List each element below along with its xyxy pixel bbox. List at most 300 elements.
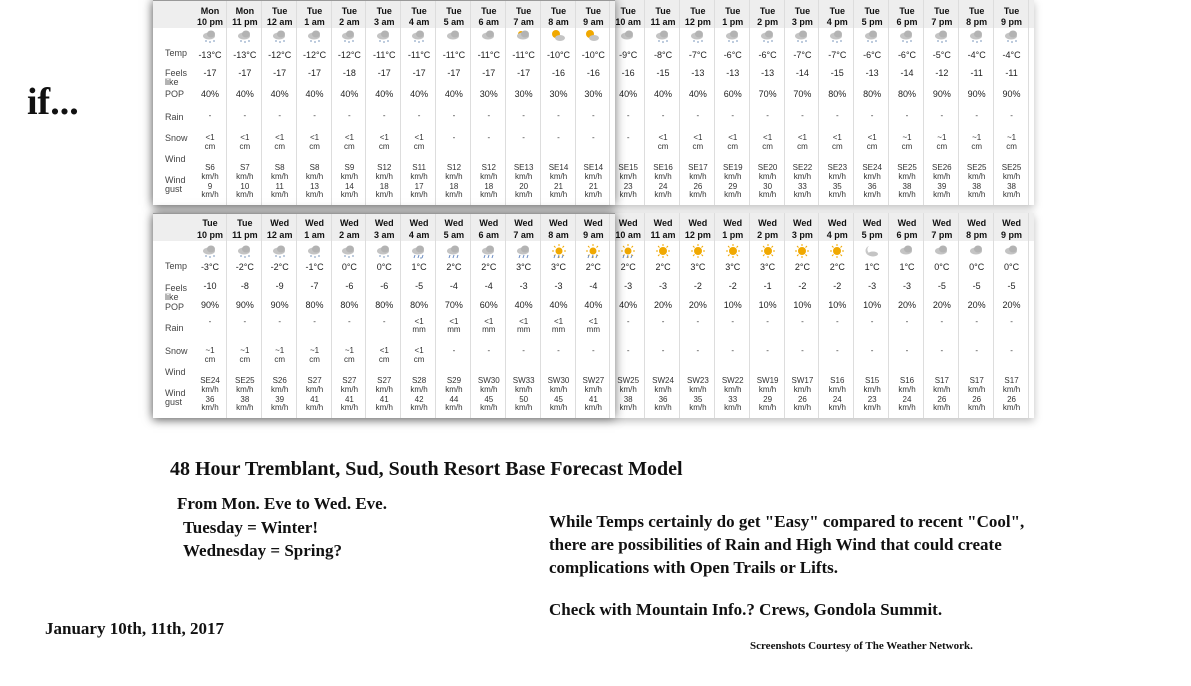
- rain-value: -: [592, 111, 595, 120]
- wind-unit: km/h: [480, 172, 498, 181]
- day-label: Wed: [793, 218, 812, 228]
- wind-value: SE24: [200, 376, 220, 385]
- snow-unit: cm: [762, 142, 773, 151]
- gust-value: 42: [414, 395, 424, 404]
- temp-value: -13°C: [198, 50, 222, 60]
- row-label-feels: Feels: [165, 283, 188, 293]
- wind-value: SE24: [862, 163, 882, 172]
- wind-unit: km/h: [689, 172, 707, 181]
- temp-value: -4°C: [1002, 50, 1021, 60]
- rain-value: -: [731, 317, 735, 326]
- snow-value: <1: [414, 133, 424, 142]
- gust-value: 23: [867, 395, 877, 404]
- pop-value: 30%: [549, 89, 568, 99]
- wind-unit: km/h: [271, 172, 289, 181]
- pop-value: 80%: [305, 300, 324, 310]
- screenshot-frame: [153, 213, 615, 418]
- row-label-rain: Rain: [165, 323, 184, 333]
- feels-like-value: -14: [900, 68, 914, 78]
- rain-value: -: [313, 111, 316, 120]
- day-label: Wed: [339, 218, 359, 228]
- hour-label: 9 am: [583, 230, 604, 240]
- hour-label: 10 pm: [196, 17, 223, 27]
- hour-label: 8 am: [548, 17, 569, 27]
- day-label: Wed: [549, 218, 568, 228]
- day-label: Tue: [272, 6, 288, 16]
- wind-value: S17: [1004, 376, 1019, 385]
- pop-value: 90%: [270, 300, 289, 310]
- rain-value: <1: [414, 317, 424, 326]
- hour-label: 3 pm: [791, 230, 813, 240]
- feels-like-value: -1: [763, 281, 772, 291]
- row-label-feels: Feels: [165, 68, 188, 78]
- day-label: Tue: [515, 6, 532, 16]
- wind-value: SE22: [792, 163, 813, 172]
- wind-value: SE20: [757, 163, 778, 172]
- pop-value: 80%: [828, 89, 847, 99]
- wind-unit: km/h: [793, 385, 812, 394]
- hour-column: [960, 0, 994, 205]
- day-label: Tue: [899, 6, 915, 16]
- gust-unit: km/h: [410, 403, 428, 412]
- sun-shower-icon: [611, 243, 645, 255]
- gust-value: 30: [763, 182, 773, 191]
- rain-value: <1: [449, 317, 459, 326]
- day-label: Tue: [759, 6, 776, 16]
- rain-value: -: [382, 317, 386, 326]
- wind-unit: km/h: [305, 385, 324, 394]
- cloudy-snow-icon: [960, 28, 994, 40]
- night-cloud-icon: [855, 243, 889, 255]
- wind-value: S15: [865, 376, 880, 385]
- temp-value: -2°C: [270, 262, 289, 272]
- wind-unit: km/h: [828, 172, 846, 181]
- gust-unit: km/h: [201, 190, 219, 199]
- wind-value: SE23: [827, 163, 848, 172]
- temp-value: -7°C: [793, 50, 812, 60]
- day-label: Tue: [725, 6, 741, 16]
- day-label: Wed: [305, 218, 324, 228]
- gust-value: 26: [937, 395, 947, 404]
- forecast-title: 48 Hour Tremblant, Sud, South Resort Base Forecast Model: [170, 458, 683, 480]
- wind-unit: km/h: [968, 172, 986, 181]
- rain-value: -: [522, 111, 525, 120]
- pop-value: 40%: [305, 89, 324, 99]
- hour-column: [925, 0, 959, 205]
- gust-unit: km/h: [619, 403, 637, 412]
- wind-unit: km/h: [480, 385, 498, 394]
- day-label: Tue: [202, 218, 218, 228]
- temp-value: -7°C: [828, 50, 847, 60]
- row-label-temp: Temp: [165, 48, 188, 58]
- snow-value: <1: [658, 133, 668, 142]
- temp-value: 0°C: [1003, 262, 1020, 272]
- wind-value: SE14: [583, 163, 604, 172]
- snow-value: -: [592, 346, 595, 355]
- row-label-rain: Rain: [165, 112, 184, 122]
- wind-unit: km/h: [236, 385, 254, 394]
- gust-unit: km/h: [1002, 190, 1021, 199]
- day-label: Wed: [932, 218, 952, 228]
- gust-value: 17: [414, 182, 424, 191]
- temp-value: 1°C: [899, 262, 915, 272]
- snow-value: -: [592, 133, 595, 142]
- cloudy-snow-icon: [820, 28, 854, 40]
- gust-unit: km/h: [514, 403, 533, 412]
- feels-like-value: -3: [624, 281, 633, 291]
- pop-value: 40%: [375, 89, 394, 99]
- forecast-panel-day2: [153, 213, 1034, 418]
- wind-unit: km/h: [549, 385, 568, 394]
- wind-value: SW22: [721, 376, 744, 385]
- gust-unit: km/h: [863, 403, 881, 412]
- wind-unit: km/h: [584, 385, 603, 394]
- temp-value: -11°C: [373, 50, 396, 60]
- feels-like-value: -17: [308, 68, 322, 78]
- day-label: Wed: [444, 218, 464, 228]
- gust-unit: km/h: [236, 190, 254, 199]
- pop-value: 80%: [897, 89, 916, 99]
- gust-unit: km/h: [305, 190, 324, 199]
- rain-value: -: [243, 111, 247, 120]
- hour-label: 3 pm: [791, 17, 813, 27]
- wind-unit: km/h: [654, 172, 672, 181]
- hour-label: 5 am: [443, 17, 465, 27]
- hour-column: [611, 213, 645, 418]
- feels-like-value: -17: [203, 68, 217, 78]
- snow-value: ~1: [344, 346, 354, 355]
- feels-like-value: -2: [798, 281, 807, 291]
- feels-like-value: -11: [1005, 68, 1018, 78]
- feels-like-value: -13: [865, 68, 879, 78]
- rain-value: -: [940, 111, 944, 120]
- temp-value: -6°C: [863, 50, 882, 60]
- pop-value: 80%: [340, 300, 359, 310]
- rain-value: <1: [519, 317, 529, 326]
- day-label: Tue: [969, 6, 985, 16]
- gust-unit: km/h: [445, 190, 463, 199]
- feels-like-value: -17: [273, 68, 287, 78]
- hour-label: 4 pm: [826, 17, 848, 27]
- rain-value: -: [661, 317, 665, 326]
- snow-value: <1: [240, 133, 250, 142]
- feels-like-value: -15: [830, 68, 844, 78]
- pop-value: 70%: [758, 89, 777, 99]
- feels-like-value: -4: [589, 281, 598, 291]
- wind-value: SW17: [791, 376, 814, 385]
- wind-value: SE25: [235, 376, 255, 385]
- wind-unit: km/h: [689, 385, 707, 394]
- note-line-3: complications with Open Trails or Lifts.: [549, 558, 839, 577]
- gust-value: 11: [275, 182, 284, 191]
- gust-unit: km/h: [375, 190, 393, 199]
- feels-like-value: -3: [519, 281, 528, 291]
- feels-like-value: -4: [484, 281, 493, 291]
- cloudy-icon: [960, 243, 994, 255]
- hour-label: 2 am: [339, 17, 360, 27]
- feels-like-value: -18: [342, 68, 356, 78]
- gust-unit: km/h: [271, 403, 289, 412]
- wind-value: SE17: [688, 163, 708, 172]
- wind-unit: km/h: [1002, 172, 1021, 181]
- wind-value: SW27: [582, 376, 605, 385]
- pop-value: 90%: [967, 89, 986, 99]
- snow-unit: cm: [344, 355, 355, 364]
- day-label: Tue: [306, 6, 323, 16]
- rain-value: -: [801, 111, 804, 120]
- gust-unit: km/h: [305, 403, 324, 412]
- hour-label: 8 pm: [966, 230, 988, 240]
- rain-value: -: [661, 111, 665, 120]
- gust-value: 36: [867, 182, 877, 191]
- rain-value: <1: [588, 317, 598, 326]
- temp-value: 2°C: [481, 262, 497, 272]
- day-label: Tue: [655, 6, 671, 16]
- snow-unit: cm: [413, 142, 425, 151]
- snow-value: -: [731, 346, 735, 355]
- snow-value: <1: [379, 346, 389, 355]
- wind-value: S8: [274, 163, 285, 172]
- snow-unit: cm: [378, 142, 390, 151]
- feels-like-value: -17: [482, 68, 496, 78]
- hour-label: 1 pm: [722, 230, 744, 240]
- pop-value: 90%: [235, 300, 254, 310]
- snow-value: ~1: [937, 133, 947, 142]
- snow-value: <1: [867, 133, 877, 142]
- gust-value: 13: [310, 182, 319, 191]
- day-label: Tue: [794, 6, 811, 16]
- feels-like-value: -3: [659, 281, 668, 291]
- wind-value: SE25: [1001, 163, 1022, 172]
- temp-value: 2°C: [446, 262, 462, 272]
- gust-value: 35: [693, 395, 703, 404]
- rain-value: -: [696, 111, 700, 120]
- feels-like-value: -17: [447, 68, 461, 78]
- gust-unit: km/h: [549, 190, 568, 199]
- hour-label: 10 am: [615, 230, 641, 240]
- pop-value: 40%: [549, 300, 568, 310]
- snow-value: ~1: [972, 133, 982, 142]
- snow-value: <1: [379, 133, 389, 142]
- day-label: Tue: [237, 218, 253, 228]
- temp-value: -7°C: [688, 50, 707, 60]
- pop-value: 30%: [514, 89, 533, 99]
- temp-value: 1°C: [411, 262, 427, 272]
- rain-value: -: [975, 111, 979, 120]
- snow-value: <1: [414, 346, 424, 355]
- snow-value: -: [522, 346, 525, 355]
- snow-value: -: [487, 133, 491, 142]
- temp-value: 2°C: [585, 262, 601, 272]
- temp-value: 2°C: [655, 262, 671, 272]
- row-label-gust: Wind: [165, 388, 186, 398]
- cloudy-icon: [925, 243, 959, 255]
- hour-label: 2 am: [339, 230, 360, 240]
- temp-value: 0°C: [376, 262, 392, 272]
- pop-value: 60%: [723, 89, 742, 99]
- sunny-icon: [646, 243, 680, 255]
- hour-label: 2 pm: [757, 230, 779, 240]
- wind-unit: km/h: [758, 385, 777, 394]
- snow-value: -: [661, 346, 665, 355]
- snow-unit: cm: [309, 355, 320, 364]
- hour-label: 9 pm: [1001, 17, 1023, 27]
- gust-value: 26: [972, 395, 982, 404]
- rain-value: -: [835, 317, 839, 326]
- row-label-temp: Temp: [165, 261, 188, 271]
- hour-label: 7 pm: [931, 230, 953, 240]
- wind-unit: km/h: [305, 172, 324, 181]
- day-label: Wed: [1002, 218, 1021, 228]
- pop-value: 40%: [235, 89, 254, 99]
- hour-label: 1 am: [304, 17, 325, 27]
- wind-unit: km/h: [1002, 385, 1021, 394]
- snow-value: <1: [275, 133, 285, 142]
- hour-label: 4 am: [408, 17, 430, 27]
- hour-label: 11 am: [650, 230, 676, 240]
- row-label-feels: like: [165, 77, 179, 87]
- temp-value: 3°C: [690, 262, 706, 272]
- gust-value: 38: [1007, 182, 1016, 191]
- hour-column: [855, 213, 889, 418]
- wind-unit: km/h: [549, 172, 568, 181]
- gust-unit: km/h: [933, 403, 951, 412]
- forecast-panel-day1: [153, 0, 1034, 205]
- temp-value: -8°C: [653, 50, 673, 60]
- day-label: Wed: [688, 218, 708, 228]
- day-label: Wed: [723, 218, 743, 228]
- rain-value: -: [696, 317, 700, 326]
- period-text: From Mon. Eve to Wed. Eve.: [177, 494, 387, 513]
- cloudy-icon: [611, 28, 645, 40]
- hour-label: 9 am: [583, 17, 604, 27]
- gust-unit: km/h: [689, 190, 707, 199]
- wind-value: SW23: [686, 376, 709, 385]
- snow-value: -: [905, 346, 909, 355]
- feels-like-value: -17: [377, 68, 391, 78]
- gust-unit: km/h: [271, 190, 289, 199]
- gust-unit: km/h: [584, 403, 603, 412]
- wind-value: S17: [934, 376, 949, 385]
- hour-label: 2 pm: [757, 17, 779, 27]
- day-label: Tue: [1003, 6, 1020, 16]
- wind-value: S27: [377, 376, 392, 385]
- wind-unit: km/h: [584, 172, 603, 181]
- hour-label: 3 am: [373, 17, 395, 27]
- feels-like-value: -6: [345, 281, 354, 291]
- pop-value: 20%: [1002, 300, 1021, 310]
- rain-value: -: [278, 317, 282, 326]
- snow-value: -: [940, 346, 944, 355]
- snow-value: <1: [728, 133, 738, 142]
- wind-value: SW25: [617, 376, 640, 385]
- cloudy-snow-icon: [995, 28, 1029, 40]
- wind-unit: km/h: [758, 172, 777, 181]
- hour-column: [716, 0, 750, 205]
- day-label: Tue: [585, 6, 602, 16]
- feels-like-value: -2: [693, 281, 702, 291]
- temp-value: -1°C: [305, 262, 324, 272]
- temp-value: -10°C: [546, 50, 571, 60]
- pop-value: 80%: [863, 89, 882, 99]
- snow-value: -: [452, 133, 456, 142]
- cloudy-icon: [890, 243, 924, 255]
- rain-value: -: [835, 111, 839, 120]
- rain-value: -: [766, 111, 769, 120]
- feels-like-value: -5: [937, 281, 946, 291]
- wind-value: S8: [309, 163, 320, 172]
- snow-value: ~1: [902, 133, 912, 142]
- rain-value: -: [975, 317, 979, 326]
- temp-value: -5°C: [932, 50, 951, 60]
- feels-like-value: -5: [1007, 281, 1016, 291]
- wind-unit: km/h: [271, 385, 289, 394]
- feels-like-value: -3: [554, 281, 563, 291]
- temp-value: -6°C: [897, 50, 917, 60]
- day-label: Wed: [967, 218, 987, 228]
- snow-value: -: [626, 133, 630, 142]
- rain-value: -: [382, 111, 386, 120]
- pop-value: 10%: [828, 300, 847, 310]
- wind-value: S28: [411, 376, 427, 385]
- hour-column: [646, 0, 680, 205]
- gust-unit: km/h: [514, 190, 533, 199]
- gust-value: 35: [832, 182, 842, 191]
- if-label: if...: [27, 81, 79, 123]
- gust-value: 33: [728, 395, 738, 404]
- wind-unit: km/h: [340, 385, 359, 394]
- snow-unit: cm: [797, 142, 808, 151]
- cloudy-snow-icon: [681, 28, 715, 40]
- hour-label: 12 pm: [684, 230, 711, 240]
- hour-label: 4 am: [408, 230, 430, 240]
- pop-value: 40%: [619, 89, 638, 99]
- day-label: Tue: [864, 6, 880, 16]
- row-label-gust: Wind: [165, 175, 186, 185]
- wind-value: S7: [239, 163, 250, 172]
- day-label: Mon: [200, 6, 220, 16]
- cloudy-icon: [995, 243, 1029, 255]
- wind-value: S12: [377, 163, 392, 172]
- pop-value: 90%: [200, 300, 219, 310]
- snow-unit: cm: [1006, 142, 1017, 151]
- feels-like-value: -12: [935, 68, 949, 78]
- feels-like-value: -6: [380, 281, 389, 291]
- rain-value: -: [452, 111, 456, 120]
- wind-unit: km/h: [863, 385, 881, 394]
- hour-label: 7 pm: [931, 17, 953, 27]
- row-label-wind: Wind: [165, 367, 186, 377]
- feels-like-value: -16: [586, 68, 600, 78]
- gust-value: 29: [728, 182, 738, 191]
- wind-unit: km/h: [340, 172, 359, 181]
- day-label: Tue: [620, 6, 636, 16]
- hour-column: [890, 0, 924, 205]
- temp-value: 3°C: [760, 262, 776, 272]
- wind-unit: km/h: [514, 172, 533, 181]
- wind-unit: km/h: [933, 385, 951, 394]
- wind-unit: km/h: [410, 172, 428, 181]
- snow-value: -: [696, 346, 700, 355]
- feels-like-value: -17: [238, 68, 252, 78]
- feels-like-value: -7: [310, 281, 319, 291]
- hour-column: [646, 213, 680, 418]
- gust-unit: km/h: [724, 190, 742, 199]
- gust-value: 10: [240, 182, 250, 191]
- pop-value: 40%: [270, 89, 289, 99]
- day-label: Wed: [270, 218, 290, 228]
- gust-value: 26: [693, 182, 703, 191]
